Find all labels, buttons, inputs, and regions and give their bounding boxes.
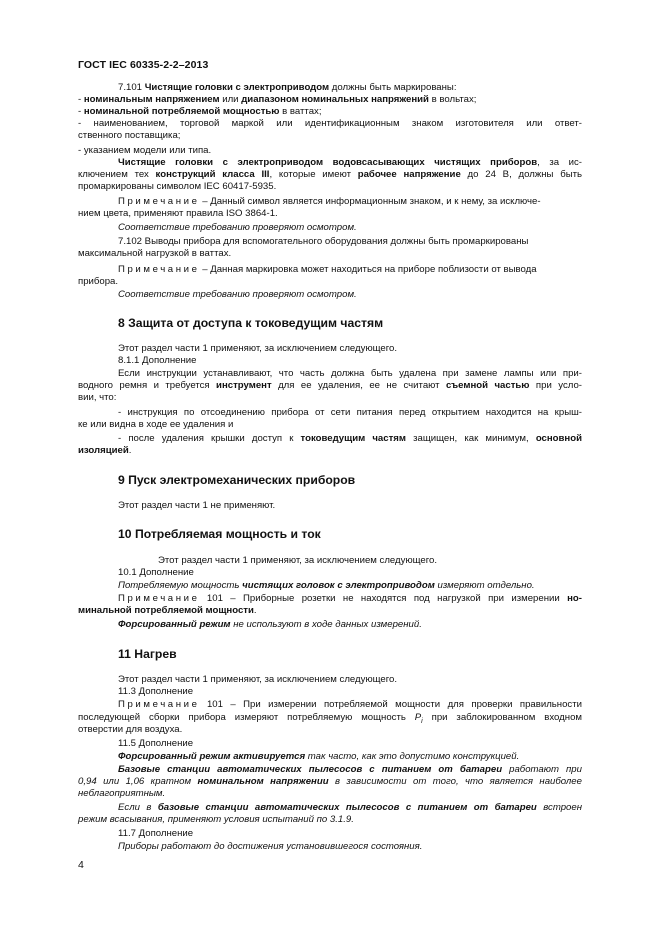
- text-line: 11.7 Дополнение: [118, 828, 194, 839]
- compliance-line: Соответствие требованию проверяют осмотром.: [118, 289, 357, 300]
- text-line: Этот раздел части 1 применяют, за исключением следующего.: [118, 343, 398, 354]
- note-line: минальной потребляемой мощности.: [78, 605, 257, 616]
- text-line: Базовые станции автоматических пылесосов с питанием от батареи работают при: [118, 764, 582, 775]
- text-line: Этот раздел части 1 применяют, за исключением следующего.: [158, 555, 438, 566]
- list-item: - наименованием, торговой маркой или идентификационным знаком изготовителя или ответ-: [78, 118, 582, 129]
- text-line: Этот раздел части 1 не применяют.: [118, 500, 276, 511]
- note-line: нием цвета, применяют правила ISO 3864-1.: [78, 208, 278, 219]
- note-line: Примечание 101 – При измерении потребляемой мощности для проверки правильности: [118, 699, 582, 710]
- list-item: - указанием модели или типа.: [78, 145, 212, 156]
- text-line: ственного поставщика;: [78, 130, 181, 141]
- list-item: - после удаления крышки доступ к токоведущим частям защищен, как минимум, основной: [118, 433, 582, 444]
- text-line: ключением тех конструкций класса III, которые имеют рабочее напряжение до 24 В, должны быть: [78, 169, 582, 180]
- note-line: прибора.: [78, 276, 119, 287]
- text-line: Приборы работают до достижения установившегося состояния.: [118, 841, 423, 852]
- page-number: 4: [78, 859, 84, 871]
- note-line: Примечание 101 – Приборные розетки не находятся под нагрузкой при измерении но-: [118, 593, 582, 604]
- list-item: - номинальной потребляемой мощностью в ваттах;: [78, 106, 322, 117]
- standard-header: ГОСТ IEC 60335-2-2–2013: [78, 59, 209, 71]
- text-line: Если в базовые станции автоматических пылесосов с питанием от батареи встроен: [118, 802, 582, 813]
- note-line: последующей сборки прибора измеряют потребляемую мощность $P_i$ при заблокированном входном: [78, 712, 582, 725]
- text-line: 7.102 Выводы прибора для вспомогательного оборудования должны быть промаркированы: [118, 236, 529, 247]
- section-heading: 11 Нагрев: [118, 647, 177, 661]
- text-line: 7.101 Чистящие головки с электроприводом должны быть маркированы:: [118, 82, 457, 93]
- section-heading: 8 Защита от доступа к токоведущим частям: [118, 316, 384, 330]
- text-line: вии, что:: [78, 392, 117, 403]
- text-line: промаркированы символом IEC 60417-5935.: [78, 181, 277, 192]
- text-line: 10.1 Дополнение: [118, 567, 194, 578]
- text-line: Форсированный режим активируется так часто, как это допустимо конструкцией.: [118, 751, 520, 762]
- text-line: Чистящие головки с электроприводом водовсасывающих чистящих приборов, за ис-: [118, 157, 582, 168]
- text-line: Потребляемую мощность чистящих головок с электроприводом измеряют отдельно.: [118, 580, 535, 591]
- list-item: - инструкция по отсоединению прибора от сети питания перед открытием находится на крыш-: [118, 407, 582, 418]
- list-item: - номинальным напряжением или диапазоном номинальных напряжений в вольтах;: [78, 94, 477, 105]
- note-line: отверстии для воздуха.: [78, 724, 183, 735]
- note-line: Примечание – Данный символ является информационным знаком, и к нему, за исключе-: [118, 196, 541, 207]
- text-line: водного ремня и требуется инструмент для ее удаления, ее не считают съемной частью при усло-: [78, 380, 582, 391]
- text-line: режим всасывания, применяют условия испытаний по 3.1.9.: [78, 814, 354, 825]
- text-line: Этот раздел части 1 применяют, за исключением следующего.: [118, 674, 398, 685]
- text-line: неблагоприятным.: [78, 788, 166, 799]
- text-line: 11.5 Дополнение: [118, 738, 194, 749]
- list-item: ке или видна в ходе ее удаления и: [78, 419, 234, 430]
- text-line: 11.3 Дополнение: [118, 686, 194, 697]
- compliance-line: Соответствие требованию проверяют осмотром.: [118, 222, 357, 233]
- list-item: изоляцией.: [78, 445, 132, 456]
- section-heading: 9 Пуск электромеханических приборов: [118, 473, 356, 487]
- text-line: максимальной нагрузкой в ваттах.: [78, 248, 232, 259]
- text-line: Если инструкции устанавливают, что часть должна быть удалена при замене лампы или при-: [118, 368, 582, 379]
- section-heading: 10 Потребляемая мощность и ток: [118, 527, 321, 541]
- text-line: 8.1.1 Дополнение: [118, 355, 197, 366]
- text-line: Форсированный режим не используют в ходе данных измерений.: [118, 619, 422, 630]
- note-line: Примечание – Данная маркировка может находиться на приборе поблизости от вывода: [118, 264, 537, 275]
- text-line: 0,94 или 1,06 кратном номинальном напряжении в зависимости от того, что является наиболее: [78, 776, 582, 787]
